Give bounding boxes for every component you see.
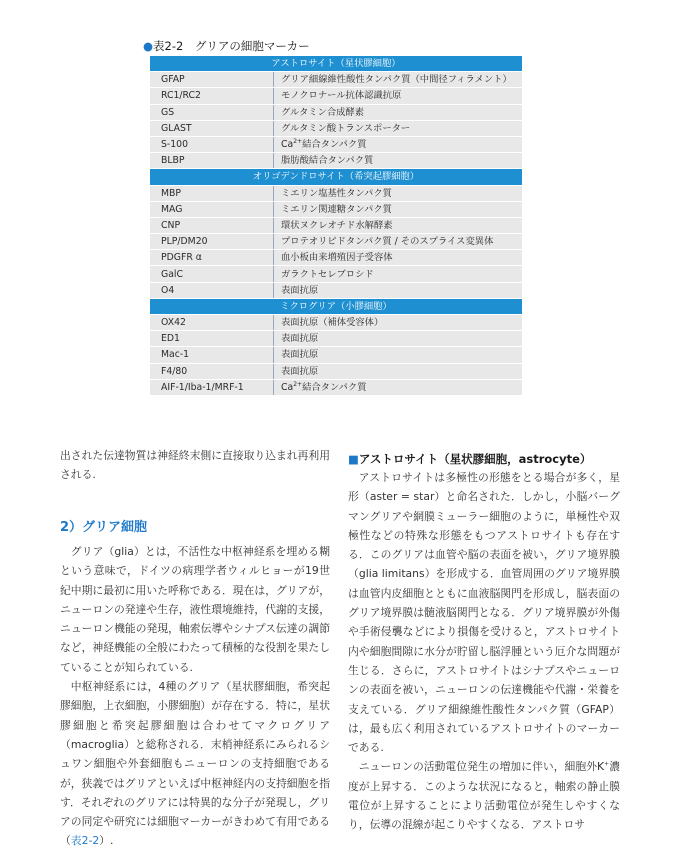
marker-description-cell: ガラクトセレブロシド xyxy=(274,266,523,282)
marker-description-cell: 環状ヌクレオチド水解酵素 xyxy=(274,217,523,233)
caption-bullet-icon: ● xyxy=(143,39,154,53)
marker-name-cell: GalC xyxy=(150,266,274,282)
table-group-header xyxy=(150,56,522,72)
table-row xyxy=(150,250,522,266)
marker-name-cell: RC1/RC2 xyxy=(150,88,274,104)
table-reference-link[interactable]: 表2-2 xyxy=(70,834,100,848)
table-row xyxy=(150,315,522,331)
table-row xyxy=(150,72,522,88)
marker-name-cell: GFAP xyxy=(150,72,274,88)
marker-name-cell: MAG xyxy=(150,201,274,217)
marker-name-cell: S-100 xyxy=(150,136,274,152)
left-paragraph-2 xyxy=(60,677,330,851)
glia-marker-table xyxy=(150,56,522,396)
marker-description-cell: グルタミン酸トランスポーター xyxy=(274,120,523,136)
table-caption xyxy=(143,38,310,54)
astrocyte-heading-text: アストロサイト（星状膠細胞，astrocyte） xyxy=(358,452,592,466)
glia-marker-table-body xyxy=(150,56,522,395)
marker-description-cell: グルタミン合成酵素 xyxy=(274,104,523,120)
marker-description-cell: 表面抗原 xyxy=(274,363,523,379)
marker-description-cell: グリア細線維性酸性タンパク質（中間径フィラメント） xyxy=(274,72,523,88)
table-row xyxy=(150,379,522,395)
table-row xyxy=(150,88,522,104)
group-header-cell: オリゴデンドロサイト（希突起膠細胞） xyxy=(150,169,522,185)
right-paragraph-1: アストロサイトは多極性の形態をとる場合が多く，星形（aster = star）と命名された．しかし，小脳バーグマングリアや網膜ミューラー細胞のように，単極性や双極性などの特殊な形態をもつアストロサイトも存在する．このグリアは血管や脳の表面を被い，グリア境界膜（glia limitans）を形成する．血管周囲のグリア境界膜は血管内皮細胞とともに血液脳関門を形成し，脳表面のグリア境界膜は髄液脳関門となる．グリア境界膜が外傷や手術侵襲などにより損傷を受けると，アストロサイト内や細胞間隙に水分が貯留し脳浮腫という厄介な問題が生じる．さらに，アストロサイトはシナプスやニューロンの表面を被い，ニューロンの伝達機能や代謝・栄養を支えている．グリア細線維性酸性タンパク質（GFAP）は，最も広く利用されているアストロサイトのマーカーである. xyxy=(348,471,620,755)
left-intro-paragraph: 出された伝達物質は神経終末側に直接取り込まれ再利用される. xyxy=(60,449,330,482)
section-title: 2）グリア細胞 xyxy=(60,520,148,535)
marker-name-cell: Mac-1 xyxy=(150,347,274,363)
heading-square-icon: ■ xyxy=(348,452,359,466)
marker-description-cell: 血小板由来増殖因子受容体 xyxy=(274,250,523,266)
table-caption-text: 表2-2 グリアの細胞マーカー xyxy=(153,39,310,53)
table-row xyxy=(150,266,522,282)
marker-name-cell: F4/80 xyxy=(150,363,274,379)
left-column-intro xyxy=(60,446,330,485)
group-header-cell: アストロサイト（星状膠細胞） xyxy=(150,56,522,72)
table-row xyxy=(150,234,522,250)
marker-name-cell: PLP/DM20 xyxy=(150,234,274,250)
marker-name-cell: GLAST xyxy=(150,120,274,136)
marker-name-cell: O4 xyxy=(150,282,274,298)
marker-description-cell: プロテオリピドタンパク質 / そのスプライス変異体 xyxy=(274,234,523,250)
table-row xyxy=(150,331,522,347)
right-paragraph-2: ニューロンの活動電位発生の増加に伴い，細胞外K+濃度が上昇する．このような状況になると，軸索の静止膜電位が上昇することにより活動電位が発生しやすくなり，伝導の混線が起こりやすくなる．アストロサ xyxy=(348,760,620,832)
marker-description-cell: ミエリン塩基性タンパク質 xyxy=(274,185,523,201)
marker-name-cell: ED1 xyxy=(150,331,274,347)
marker-name-cell: MBP xyxy=(150,185,274,201)
left-paragraph-2-text: 中枢神経系には，4種のグリア（星状膠細胞，希突起膠細胞，上衣細胞，小膠細胞）が存在する．特に，星状膠細胞と希突起膠細胞は合わせてマクログリア（macroglia）と総称される．末梢神経系にみられるシュワン細胞や外套細胞もニューロンの支持細胞であるが，狭義ではグリアといえば中枢神経内の支持細胞を指す．それぞれのグリアには特異的な分子が発現し，グリアの同定や研究には細胞マーカーがきわめて有用である（ xyxy=(60,680,330,848)
marker-name-cell: OX42 xyxy=(150,315,274,331)
marker-name-cell: CNP xyxy=(150,217,274,233)
marker-description-cell: 脂肪酸結合タンパク質 xyxy=(274,153,523,169)
table-row xyxy=(150,153,522,169)
marker-description-cell: モノクロナール抗体認識抗原 xyxy=(274,88,523,104)
table-row xyxy=(150,363,522,379)
marker-description-cell: 表面抗原 xyxy=(274,282,523,298)
marker-name-cell: BLBP xyxy=(150,153,274,169)
left-column-body xyxy=(60,542,330,851)
table-row xyxy=(150,282,522,298)
astrocyte-heading xyxy=(348,451,591,467)
marker-name-cell: AIF-1/Iba-1/MRF-1 xyxy=(150,379,274,395)
marker-description-cell: ミエリン関連糖タンパク質 xyxy=(274,201,523,217)
marker-description-cell: $Ca^{2+}$結合タンパク質 xyxy=(274,379,523,395)
table-group-header xyxy=(150,169,522,185)
table-row xyxy=(150,120,522,136)
right-column-body xyxy=(348,468,620,835)
table-row xyxy=(150,201,522,217)
marker-description-cell: 表面抗原 xyxy=(274,347,523,363)
marker-description-cell: 表面抗原 xyxy=(274,331,523,347)
marker-name-cell: GS xyxy=(150,104,274,120)
marker-name-cell: PDGFR α xyxy=(150,250,274,266)
table-row xyxy=(150,185,522,201)
table-group-header xyxy=(150,298,522,314)
marker-description-cell: $Ca^{2+}$結合タンパク質 xyxy=(274,136,523,152)
left-paragraph-1: グリア（glia）とは，不活性な中枢神経系を埋める糊という意味で，ドイツの病理学者ウィルヒョーが19世紀中期に最初に用いた呼称である．現在は，グリアが，ニューロンの発達や生存，液性環境維持，代謝的支援，ニューロン機能の発現，軸索伝導やシナプス伝達の調節など，神経機能の全般にわたって積極的な役割を果たしていることが知られている. xyxy=(60,545,330,674)
left-paragraph-2-end: ）. xyxy=(99,834,114,848)
marker-description-cell: 表面抗原（補体受容体） xyxy=(274,315,523,331)
table-row xyxy=(150,217,522,233)
table-row xyxy=(150,347,522,363)
group-header-cell: ミクログリア（小膠細胞） xyxy=(150,298,522,314)
table-row xyxy=(150,104,522,120)
table-row xyxy=(150,136,522,152)
